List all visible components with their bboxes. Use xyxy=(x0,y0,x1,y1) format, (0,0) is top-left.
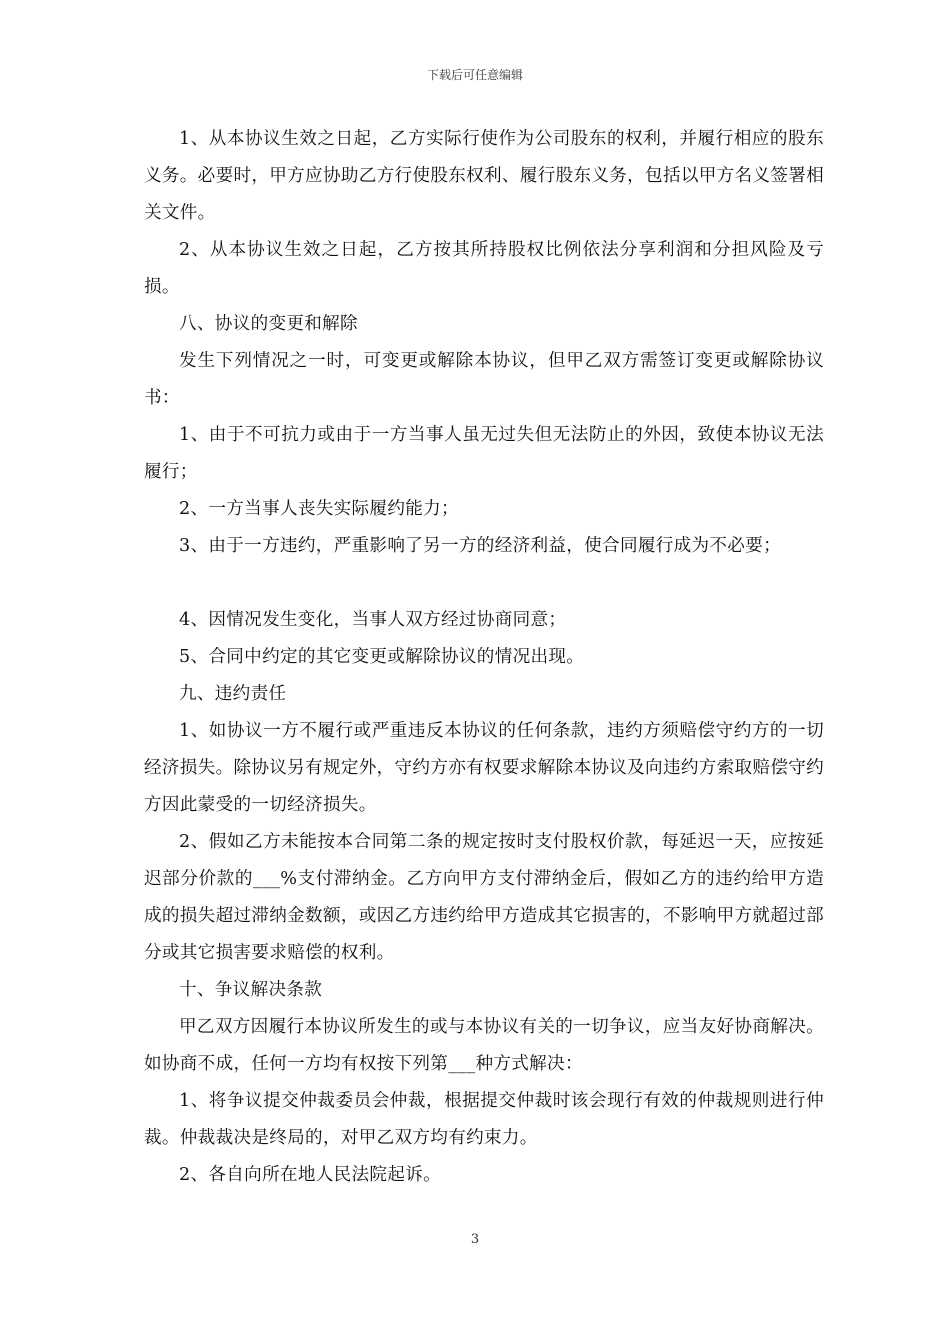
clause-paragraph: 5、合同中约定的其它变更或解除协议的情况出现。 xyxy=(179,647,585,667)
page-number: 3 xyxy=(470,1232,480,1247)
clause-paragraph: 2、假如乙方未能按本合同第二条的规定按时支付股权价款，每延迟一天，应按延迟部分价款的___%支付滞纳金。乙方向甲方支付滞纳金后，假如乙方的违约给甲方造成的损失超过滞纳金数额，或因乙方违约给甲方造成其它损害的，不影响甲方就超过部分或其它损害要求赔偿的权利。 xyxy=(144,832,824,963)
page-header: 下载后可任意编辑 xyxy=(426,68,523,82)
blank-line xyxy=(144,565,824,602)
clause-paragraph: 发生下列情况之一时，可变更或解除本协议，但甲乙双方需签订变更或解除协议书： xyxy=(144,351,824,408)
clause-paragraph: 1、从本协议生效之日起，乙方实际行使作为公司股东的权利，并履行相应的股东义务。必要时，甲方应协助乙方行使股东权利、履行股东义务，包括以甲方名义签署相关文件。 xyxy=(144,129,824,223)
clause-paragraph: 1、如协议一方不履行或严重违反本协议的任何条款，违约方须赔偿守约方的一切经济损失。除协议另有规定外，守约方亦有权要求解除本协议及向违约方索取赔偿守约方因此蒙受的一切经济损失。 xyxy=(144,721,824,815)
section-heading: 八、协议的变更和解除 xyxy=(179,314,358,334)
section-heading: 十、争议解决条款 xyxy=(179,980,323,1000)
section-heading: 九、违约责任 xyxy=(179,684,287,704)
clause-paragraph: 1、由于不可抗力或由于一方当事人虽无过失但无法防止的外因，致使本协议无法履行； xyxy=(144,425,824,482)
clause-paragraph: 3、由于一方违约，严重影响了另一方的经济利益，使合同履行成为不必要； xyxy=(179,536,781,556)
clause-paragraph: 2、一方当事人丧失实际履约能力； xyxy=(179,499,459,519)
clause-paragraph: 1、将争议提交仲裁委员会仲裁，根据提交仲裁时该会现行有效的仲裁规则进行仲裁。仲裁裁决是终局的，对甲乙双方均有约束力。 xyxy=(144,1091,824,1148)
clause-paragraph: 2、从本协议生效之日起，乙方按其所持股权比例依法分享利润和分担风险及亏损。 xyxy=(144,240,824,297)
clause-paragraph: 4、因情况发生变化，当事人双方经过协商同意； xyxy=(179,610,567,630)
clause-paragraph: 甲乙双方因履行本协议所发生的或与本协议有关的一切争议，应当友好协商解决。如协商不成，任何一方均有权按下列第___种方式解决： xyxy=(144,1017,824,1074)
clause-paragraph: 2、各自向所在地人民法院起诉。 xyxy=(179,1165,442,1185)
document-body xyxy=(144,121,824,1194)
